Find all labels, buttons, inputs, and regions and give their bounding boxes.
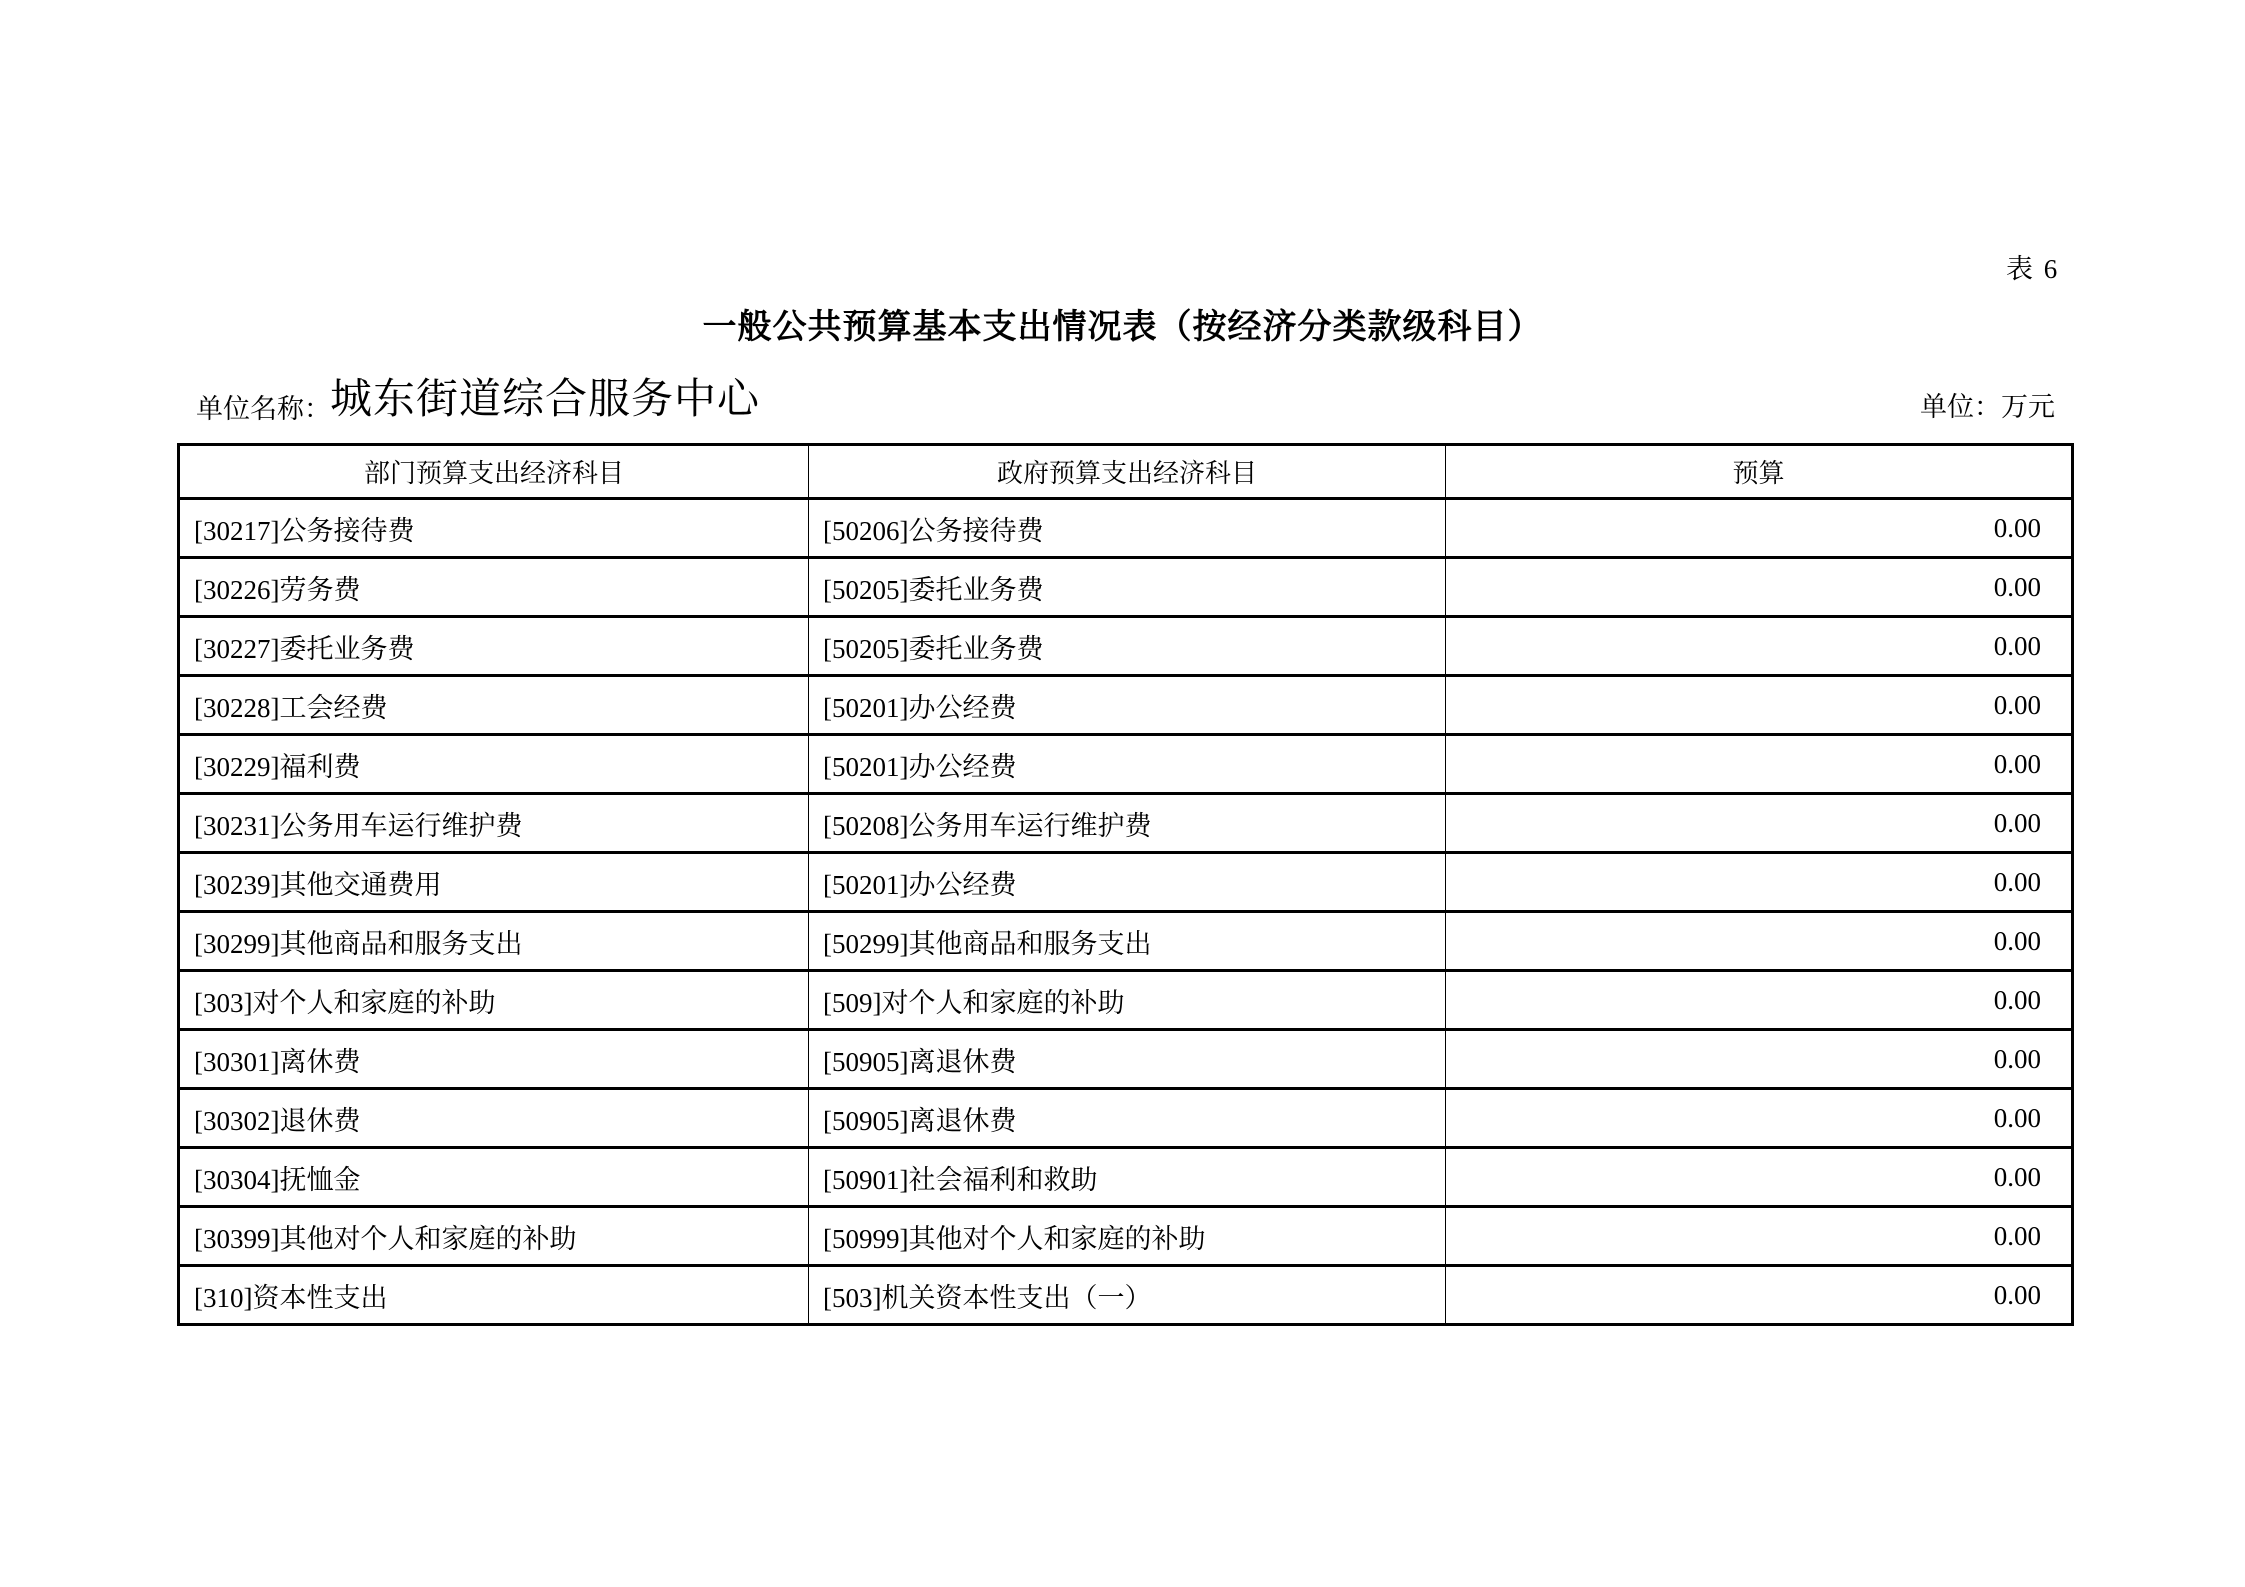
cell-gov-subject: [50205]委托业务费 <box>809 617 1446 676</box>
cell-gov-subject: [50201]办公经费 <box>809 735 1446 794</box>
cell-budget-value: 0.00 <box>1446 1030 2073 1089</box>
cell-dept-subject: [30304]抚恤金 <box>179 1148 809 1207</box>
cell-gov-subject: [50206]公务接待费 <box>809 499 1446 558</box>
column-header-gov-subject: 政府预算支出经济科目 <box>809 445 1446 499</box>
table-row <box>179 1148 2073 1207</box>
page-title: 一般公共预算基本支出情况表（按经济分类款级科目） <box>702 309 1543 346</box>
cell-budget-value: 0.00 <box>1446 676 2073 735</box>
cell-budget-value: 0.00 <box>1446 499 2073 558</box>
unit-name-label: 单位名称： <box>196 394 331 424</box>
table-row <box>179 617 2073 676</box>
cell-gov-subject: [50999]其他对个人和家庭的补助 <box>809 1207 1446 1266</box>
unit-of-measure-label: 单位：万元 <box>1920 392 2055 422</box>
cell-gov-subject: [50299]其他商品和服务支出 <box>809 912 1446 971</box>
table-row <box>179 971 2073 1030</box>
table-row <box>179 676 2073 735</box>
table-row <box>179 558 2073 617</box>
cell-budget-value: 0.00 <box>1446 617 2073 676</box>
table-body <box>179 499 2073 1325</box>
cell-gov-subject: [50905]离退休费 <box>809 1030 1446 1089</box>
cell-gov-subject: [509]对个人和家庭的补助 <box>809 971 1446 1030</box>
budget-table <box>177 443 2074 1326</box>
cell-gov-subject: [50205]委托业务费 <box>809 558 1446 617</box>
table-row <box>179 499 2073 558</box>
table-row <box>179 853 2073 912</box>
table-number-tag: 表 6 <box>2006 254 2060 284</box>
cell-dept-subject: [30302]退休费 <box>179 1089 809 1148</box>
cell-gov-subject: [503]机关资本性支出（一） <box>809 1266 1446 1325</box>
cell-gov-subject: [50901]社会福利和救助 <box>809 1148 1446 1207</box>
cell-dept-subject: [30217]公务接待费 <box>179 499 809 558</box>
cell-dept-subject: [30299]其他商品和服务支出 <box>179 912 809 971</box>
cell-gov-subject: [50201]办公经费 <box>809 853 1446 912</box>
cell-budget-value: 0.00 <box>1446 853 2073 912</box>
cell-dept-subject: [30228]工会经费 <box>179 676 809 735</box>
cell-dept-subject: [30239]其他交通费用 <box>179 853 809 912</box>
cell-dept-subject: [303]对个人和家庭的补助 <box>179 971 809 1030</box>
cell-dept-subject: [30301]离休费 <box>179 1030 809 1089</box>
cell-budget-value: 0.00 <box>1446 735 2073 794</box>
cell-gov-subject: [50208]公务用车运行维护费 <box>809 794 1446 853</box>
unit-name-value: 城东街道综合服务中心 <box>330 377 761 423</box>
cell-dept-subject: [310]资本性支出 <box>179 1266 809 1325</box>
cell-dept-subject: [30399]其他对个人和家庭的补助 <box>179 1207 809 1266</box>
cell-budget-value: 0.00 <box>1446 912 2073 971</box>
table-row <box>179 1089 2073 1148</box>
cell-budget-value: 0.00 <box>1446 971 2073 1030</box>
table-header-row <box>179 445 2073 499</box>
column-header-dept-subject: 部门预算支出经济科目 <box>179 445 809 499</box>
table-row <box>179 1266 2073 1325</box>
table-row <box>179 794 2073 853</box>
cell-budget-value: 0.00 <box>1446 1266 2073 1325</box>
cell-dept-subject: [30227]委托业务费 <box>179 617 809 676</box>
column-header-budget: 预算 <box>1446 445 2073 499</box>
table-row <box>179 1207 2073 1266</box>
cell-dept-subject: [30229]福利费 <box>179 735 809 794</box>
cell-dept-subject: [30231]公务用车运行维护费 <box>179 794 809 853</box>
table-row <box>179 735 2073 794</box>
cell-budget-value: 0.00 <box>1446 1148 2073 1207</box>
cell-budget-value: 0.00 <box>1446 558 2073 617</box>
table-row <box>179 1030 2073 1089</box>
cell-budget-value: 0.00 <box>1446 1207 2073 1266</box>
cell-budget-value: 0.00 <box>1446 1089 2073 1148</box>
table-row <box>179 912 2073 971</box>
cell-budget-value: 0.00 <box>1446 794 2073 853</box>
cell-dept-subject: [30226]劳务费 <box>179 558 809 617</box>
cell-gov-subject: [50905]离退休费 <box>809 1089 1446 1148</box>
cell-gov-subject: [50201]办公经费 <box>809 676 1446 735</box>
